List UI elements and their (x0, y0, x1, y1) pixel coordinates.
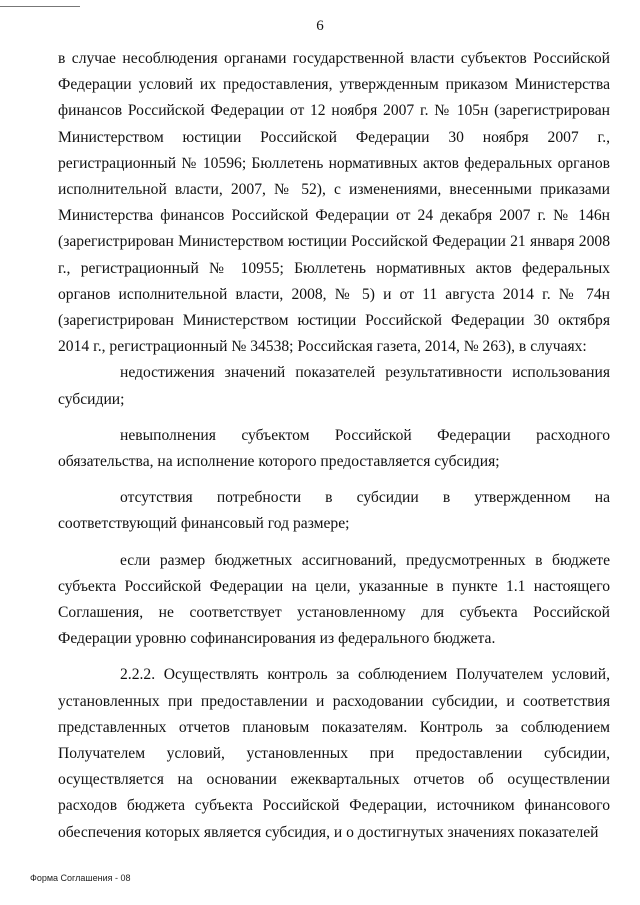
paragraph-case-2: невыполнения субъектом Российской Федерации расходного обязательства, на исполнение которого предоставляется субсидия; (58, 426, 610, 471)
scan-corner-line (0, 0, 80, 7)
paragraph-2-2-2: 2.2.2. Осуществлять контроль за соблюдением Получателем условий, установленных при предоставлении и расходовании субсидии, и соответствия представленных отчетов плановым показателям. Контроль за соблюдением Получателем условий, установленных при предоставлении субсидии, осуществляется на основании ежеквартальных отчетов об осуществлении расходов бюджета субъекта Российской Федерации, источником финансового обеспечения которых является субсидия, и о достигнутых значениях показателей (58, 666, 610, 841)
paragraph-case-4: если размер бюджетных ассигнований, предусмотренных в бюджете субъекта Российской Федерации на цели, указанные в пункте 1.1 настоящего Соглашения, не соответствует установленному для субъекта Российской Федерации уровню софинансирования из федерального бюджета. (58, 551, 610, 648)
document-body (58, 46, 610, 856)
paragraph-case-1: недостижения значений показателей результативности использования субсидии; (58, 364, 610, 408)
paragraph-intro: в случае несоблюдения органами государственной власти субъектов Российской Федерации условий их предоставления, утвержденным приказом Министерства финансов Российской Федерации от 12 ноября 2007 г. № 105н (зарегистрирован Министерством юстиции Российской Федерации 30 ноября 2007 г., регистрационный № 10596; Бюллетень нормативных актов федеральных органов исполнительной власти, 2007, № 52), с изменениями, внесенными приказами Министерства финансов Российской Федерации от 24 декабря 2007 г. № 146н (зарегистрирован Министерством юстиции Российской Федерации 21 января 2008 г., регистрационный № 10955; Бюллетень нормативных актов федеральных органов исполнительной власти, 2008, № 5) и от 11 августа 2014 г. № 74н (зарегистрирован Министерством юстиции Российской Федерации 30 октября 2014 г., регистрационный № 34538; Российская газета, 2014, № 263), в случаях: (58, 50, 610, 356)
paragraph-case-3: отсутствия потребности в субсидии в утвержденном на соответствующий финансовый год размере; (58, 489, 610, 533)
page-number: 6 (316, 18, 324, 34)
form-footer: Форма Соглашения - 08 (30, 873, 131, 883)
